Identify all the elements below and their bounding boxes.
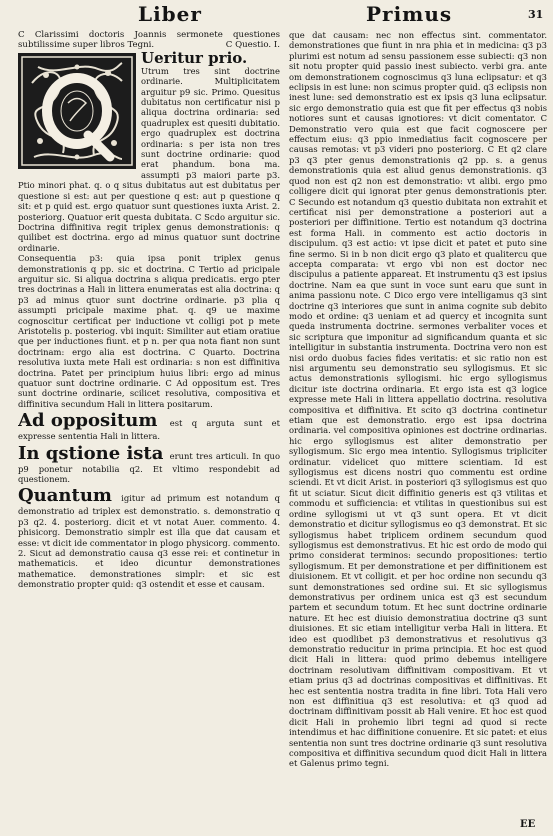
left-column (18, 30, 280, 830)
quantum-text: igitur ad primum est notandum q demonstratio ad triplex est demonstratio. s. demonstratio q p3 q2. 4. posteriorg. dicit et vt notat Auer. commento. 4. phisicorg. Demonstratio simplr est illa que dat causam et esse: vt dicit ide commentator in plogo physicorg. commento. 2. Sicut ad demonstratio causa q3 esse rei: et continetur in mathematicis. et ideo dicuntur demonstrationes mathematice. demonstrationes simplr: et sic est demonstratio propter quid: q3 ostendit et esse et causam. (18, 493, 280, 590)
in-questione-line (18, 444, 280, 485)
quantum-line (18, 486, 280, 589)
in-questione-text: erunt tres articuli. In quo p9 ponetur notabilia q2. Et vltimo respondebit ad questionem. (18, 450, 280, 485)
heading-text: C Clarissimi doctoris Joannis sermonete questiones subtilissime super libros Tegni. (18, 30, 280, 51)
incipit: Ueritur prio. (141, 48, 248, 67)
ad-oppositum-rubric: Ad oppositum (18, 410, 158, 432)
quantum-rubric: Quantum (18, 485, 112, 507)
running-head-right: Primus (366, 2, 453, 26)
in-questione-rubric: In qstione ista (18, 442, 164, 464)
right-column (289, 30, 547, 822)
right-column-text: que dat causam: nec non effectus sint. commentator. demonstrationes que fiunt in nra phia et in medicina: q3 p3 plurimi est notum ad sensu passionem esse subiecti: q3 non sit notu propter quid passio inest subiecto. verbi gra. ante om demonstrationem cognoscimus q3 luna eclipsatur: et q3 eclipsis in est lune: non scimus propter quid. q3 eclipsis non inest lune: sed demonstratio est ex ipsis q3 luna eclipsatur. sic ergo demonstratio quia est que fit per effectus q3 nobis notiores sunt et causas ignotiores: vt dicit comentator. C Demonstratio vero quia est que facit cognoscere per effectum eius: q3 ppio inmediatius facit cognoscere per causas remotas: vt p3 videri pno posteriorg. C Et q2 clare p3 q3 pter genus demonstrationis q2 pp. s. a genus demonstrationis quia est aliud genus demonstrationis. q3 quod non est q2 non est demonstratio: vt alibi. ergo pmo colligere dicit qui ignorat pter genus demonstrationis pter. C Secundo est notandum q3 questio dubitata non extrahit et certificat nisi per demonstratione a posteriori aut a posteriori per diffinitione. Tertio est notandum q3 doctrina est forma Hali. in commento est actio doctoris in discipulum. q3 est actio: vt ipse dicit et patet et puto sine fine sermo. Si in b non dicit ergo q3 plato et qualitercu que accepta comparata: vt ergo vbi non est doctor nec discipulus a patiente appareat. Et instrumentu q3 est ipsius doctrine. Nam ea que sunt in voce sunt earu que sunt in anima passionu note. C Dico ergo vere intelligamus q3 sint doctrine q3 interiores que sunt in anima cognite sub debito modo et ordine: q3 ueniam et ad quercy et incognita sunt queda instrumenta doctrine. sermones verbaliter voces et sic scriptura que imponitur ad significandum quanta et sic intelligitur in substantia instrumenta. Doctrina vero non est nisi ordo duobus facies fides veritatis: et sic ratio non est nisi argumentu seu demonstratio seu syllogismus. Et sic actus demonstrationis syllogismi. hic ergo syllogismus dicitur iste doctrina ordinaria. Et ergo ista est q3 logice expresse mete Hali in littera appellatio doctrina. resolutiva compositiva et diffinitiva. Et scito q3 doctrina continetur etiam que est demonstratio. ergo est ipsa doctrina ordinaria. vel compositiva opiniones est doctrine ordinarias. hic ergo syllogismus est aliter demonstratio per syllogismum. Sic ergo mea intentio. Syllogismus tripliciter ordinatur. videlicet quo mittere scientiam. Id est syllogismus est dicens nostri quo commentu est ordine sciendi. Et vt dicit Arist. in posteriori q3 syllogismus est quo fit ut sciatur. Sicut dicit diffinitio generis est q3 vtilitas et commodu et sufficiencia: et vtilitas in questionibus sui est ordine syllogismi ut vt q3 sunt opera. Et vt dicit demonstratio et dicitur syllogismus eo q3 demonstrat. Et sic syllogismus habet triplicem ordinem secundum quod syllogismus est demonstrativus. Et hic est ordo de modo qui primo considerat terminos: secundo propositiones: tertio syllogismum. Et per demonstratione et per diffinitionem est diuisionem. Et vt colligit. et per hoc ordine non secundu q3 sunt demonstrationes sed ordine sui. Et sic syllogismus demonstrativus per ordinem unica est q3 est secundum partem et secundum totum. Et hec sunt doctrine ordinarie nature. Et hec est diuisio demonstratiua doctrine q3 sunt diuisiones. Et sic etiam intelligitur verba Hali in littera. Et ideo est quodlibet p3 demonstrativus et resolutivus q3 demonstratio reducitur in prima principia. Et hoc est quod dicit Hali in littera: quod primo debemus intelligere doctrinam resolutivam diffinitivam compositivam. Et vt etiam prius q3 ad doctrinas compositivas et diffinitivas. Et hec est sententia nostra tradita in fine libri. Tota Hali vero non est diffinitiua q3 est resolutiva: et q3 quod ad doctrinam diffinitivam possit ab Hali venire. Et hoc est quod dicit Hali in prohemio libri tegni ad quod si recte intendimus et hac diffinitione conuenire. Et sic patet: et eius sententia non sunt tres doctrine ordinarie q3 sunt resolutiva compositiva et diffinitiva secundum quod dicit Hali in littera et Galenus primo tegni. (289, 30, 547, 769)
catchword: EE (520, 819, 536, 830)
quaestio-label: C Questio. I. (225, 40, 280, 51)
ad-oppositum-text: est q arguta sunt et expresse sententia Hali in littera. (18, 418, 280, 442)
folio-number: 31 (528, 8, 544, 21)
running-head-left: Liber (138, 2, 202, 26)
column-heading (18, 30, 280, 51)
body-paragraph: Consequentia p3: quia ipsa ponit triplex genus demonstrationis q pp. sic et doctrina. C Tertio ad pricipale arguitur sic. Si aliqua doctrina s aliqua predicatis. ergo pter tres doctrinas a Hali in littera enumeratas est alia doctrina: q p3 ad minus qtuor sunt doctrine ordinarie. p3 plia q assumpti pricipale maxime phat. q. q9 ue maxime cognoscitur certificat per inductione vt colligi pot p mete Aristotelis p. posteriog. vbi inquit: Similiter aut etiam oratiue que per inductiones fiunt. et p n. per qua nota fiant non sunt doctrinam: ergo alia est doctrina. C Quarto. Doctrina resolutiva iuxta mete Hali est ordinaria: s non est diffinitiva doctrina. Patet per principium huius libri: ergo ad minus quatuor sunt doctrine ordinarie. C Ad oppositum est. Tres sunt doctrine ordinarie, scilicet resolutiva, compositiva et diffinitiva secundum Hali in littera positarum. (18, 253, 280, 409)
opening-paragraph: Utrum tres sint doctrine ordinarie. Multiplicitatem arguitur p9 sic. Primo. Quesitus dubitatus non certificatur nisi p aliqua doctrina ordinaria: sed quadruplex est quesiti dubitatio. ergo quadruplex est doctrina ordinaria: s per ista non tres sunt doctrine ordinarie: quod erat phandum. bona ma. assumpti p3 maiori parte p3. Ptio minori phat. q. o q situs dubitatus aut est dubitatus per questione si est: aut per questione q est: aut p questione q sit: et p quid est. ergo quatuor sunt questiones iuxta Arist. 2. posteriorg. Quatuor erit questa dubitata. C Scdo arguitur sic. Doctrina diffinitiva regit triplex genus demonstrationis: q quilibet est doctrina. ergo ad minus quatuor sunt doctrine ordinarie. (18, 65, 280, 253)
decorated-initial-q (18, 53, 136, 169)
ornamental-initial-image (18, 53, 136, 169)
ad-oppositum-line (18, 411, 280, 441)
